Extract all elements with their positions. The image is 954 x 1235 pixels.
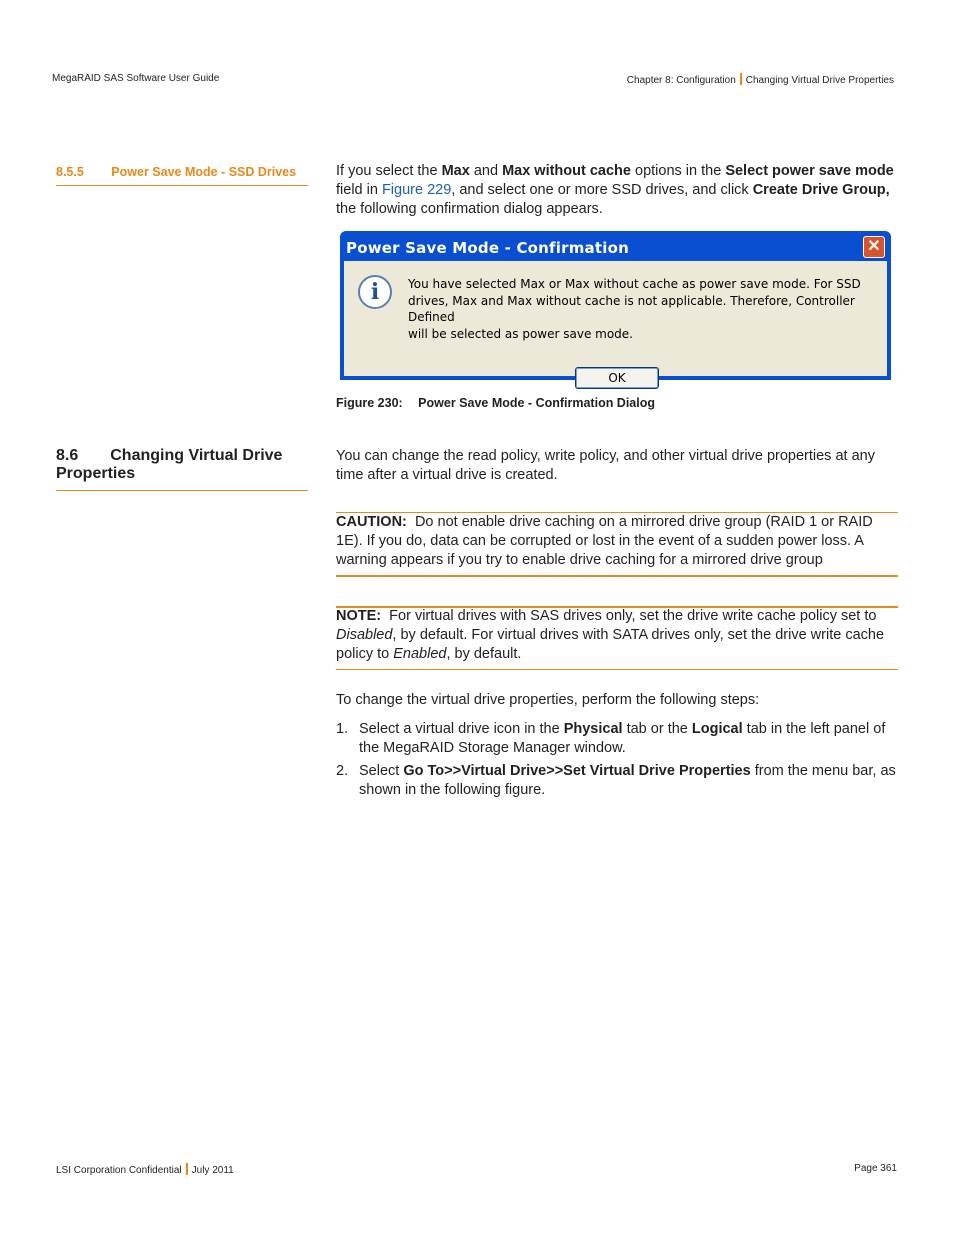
dialog-title: Power Save Mode - Confirmation — [346, 239, 629, 257]
figure-caption — [336, 396, 655, 410]
note-bottom-rule — [336, 669, 898, 670]
step-text: tab in the left panel of the MegaRAID Storage Manager window. — [359, 721, 886, 756]
close-icon[interactable]: ✕ — [863, 236, 885, 258]
header-chapter: Chapter 8: Configuration — [626, 75, 736, 86]
dialog-message — [408, 276, 883, 342]
page-number: Page 361 — [854, 1163, 897, 1174]
info-icon: i — [358, 275, 392, 309]
ok-button[interactable]: OK — [575, 367, 659, 389]
note-italic-disabled: Disabled — [336, 627, 393, 643]
step-bold-logical: Logical — [691, 721, 743, 737]
section-855-title: Power Save Mode - SSD Drives — [111, 165, 297, 179]
step-bold-menu-path: Go To>>Virtual Drive>>Set Virtual Drive Properties — [403, 763, 751, 779]
figure-caption-text: Power Save Mode - Confirmation Dialog — [418, 396, 656, 410]
para-bold-select-power-save-mode: Select power save mode — [725, 163, 894, 179]
dialog-body — [344, 261, 887, 385]
note-text: , by default. — [446, 646, 522, 662]
step-text: tab or the — [622, 721, 692, 737]
section-86-rule — [56, 490, 308, 491]
section-855-number: 8.5.5 — [56, 165, 84, 179]
note-text: , by default. For virtual drives with SATA drives only, set the drive write cache policy to — [336, 627, 885, 662]
step-text: Select — [359, 763, 404, 779]
para-text: If you select the — [336, 163, 442, 179]
footer-date: July 2011 — [191, 1165, 234, 1176]
note-label: NOTE: — [336, 608, 382, 624]
header-divider — [740, 73, 742, 85]
section-86-heading — [56, 447, 308, 483]
header-section: Changing Virtual Drive Properties — [745, 75, 894, 86]
para-text: , and select one or more SSD drives, and click — [451, 182, 753, 198]
running-header-chapter — [627, 73, 894, 86]
note-box — [336, 607, 898, 664]
para-bold-max: Max — [441, 163, 470, 179]
dialog-message-line: will be selected as power save mode. — [408, 326, 633, 341]
running-header-title: MegaRAID SAS Software User Guide — [52, 73, 220, 84]
section-86-number: 8.6 — [56, 447, 79, 464]
step-text: Select a virtual drive icon in the — [359, 721, 564, 737]
section-86-title-line1: Changing Virtual Drive — [110, 447, 283, 464]
figure-229-link[interactable]: Figure 229 — [381, 182, 452, 198]
para-text: field in — [336, 182, 382, 198]
section-86-title-line2: Properties — [56, 465, 136, 482]
step-number: 2. — [336, 763, 349, 779]
note-italic-enabled: Enabled — [393, 646, 447, 662]
step-bold-physical: Physical — [563, 721, 623, 737]
step-2 — [336, 762, 898, 800]
caution-bottom-rule — [336, 575, 898, 577]
caution-box — [336, 513, 898, 570]
footer-left — [56, 1163, 234, 1176]
step-1 — [336, 720, 898, 758]
figure-label: Figure 230: — [336, 396, 403, 410]
note-text: For virtual drives with SAS drives only, set the drive write cache policy set to — [389, 608, 877, 624]
confirmation-dialog — [340, 231, 891, 385]
step-text: from the menu bar, as shown in the following figure. — [359, 763, 896, 798]
para-text: the following confirmation dialog appears. — [336, 201, 603, 217]
section-855-paragraph — [336, 162, 898, 219]
step-number: 1. — [336, 721, 349, 737]
dialog-message-line: You have selected Max or Max without cache as power save mode. For SSD — [408, 277, 861, 291]
section-855-heading — [56, 165, 296, 179]
footer-divider — [186, 1163, 188, 1175]
para-bold-max-without-cache: Max without cache — [502, 163, 631, 179]
para-bold-create-drive-group: Create Drive Group, — [752, 182, 890, 198]
caution-text: Do not enable drive caching on a mirrored drive group (RAID 1 or RAID 1E). If you do, data can be corrupted or lost in the event of a sudden power loss. A warning appears if you try to enable drive caching for a mirrored drive group — [336, 514, 873, 568]
steps-intro: To change the virtual drive properties, perform the following steps: — [336, 692, 760, 708]
caution-label: CAUTION: — [336, 514, 407, 530]
section-86-intro: You can change the read policy, write policy, and other virtual drive properties at any time after a virtual drive is created. — [336, 448, 875, 483]
footer-confidential: LSI Corporation Confidential — [56, 1165, 182, 1176]
dialog-message-line: drives, Max and Max without cache is not applicable. Therefore, Controller Defined — [408, 293, 855, 324]
para-text: options in the — [630, 163, 726, 179]
section-855-rule — [56, 185, 308, 186]
para-text: and — [469, 163, 503, 179]
